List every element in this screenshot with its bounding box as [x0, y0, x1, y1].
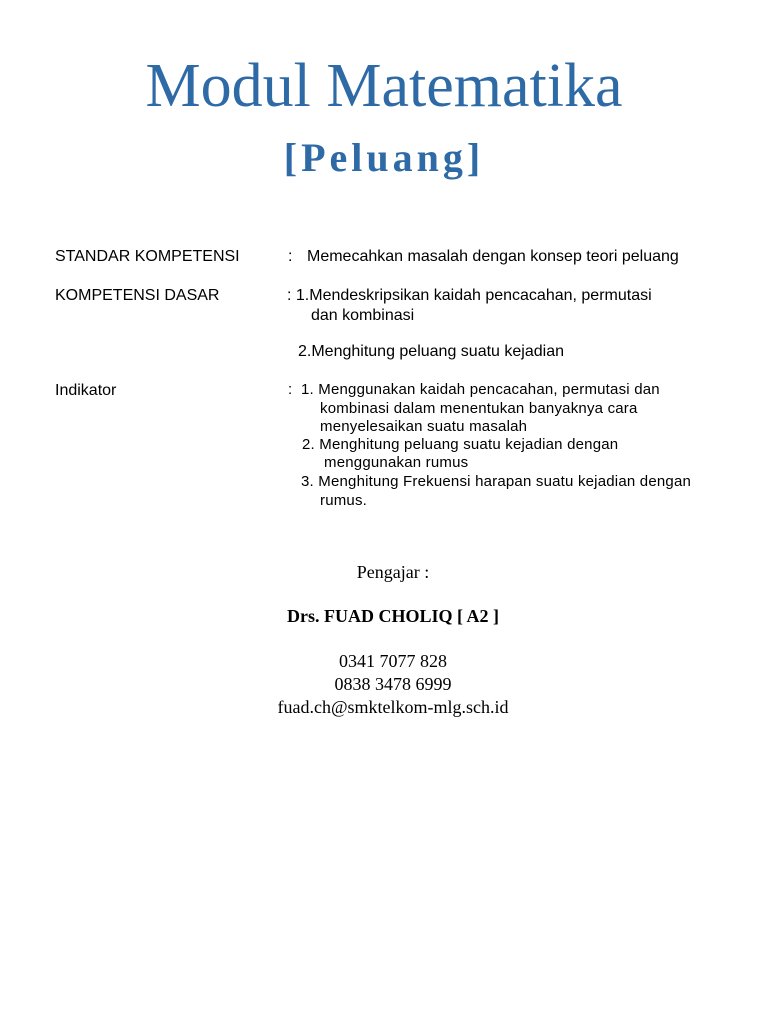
indikator-item-1: 1. Menggunakan kaidah pencacahan, permutasi dan	[301, 381, 660, 398]
indikator-item-1-line-3: menyelesaikan suatu masalah	[320, 418, 528, 435]
indikator-item-2: 2. Menghitung peluang suatu kejadian dengan	[302, 435, 619, 453]
document-title: Modul Matematika	[145, 52, 623, 120]
author-phone-1: 0341 7077 828	[339, 651, 447, 671]
indikator-item-1-line-2: kombinasi dalam menentukan banyaknya cara	[320, 399, 638, 417]
standar-kompetensi-label: STANDAR KOMPETENSI	[55, 248, 240, 265]
indikator-item-3-line-2: rumus.	[320, 491, 368, 509]
standar-kompetensi-separator: :	[288, 248, 293, 265]
indikator-item-2-line-2: menggunakan rumus	[324, 454, 469, 471]
standar-kompetensi-text: Memecahkan masalah dengan konsep teori peluang	[307, 248, 679, 265]
indikator-item-3: 3. Menghitung Frekuensi harapan suatu kejadian dengan	[301, 473, 692, 490]
author-email: fuad.ch@smktelkom-mlg.sch.id	[277, 697, 509, 717]
author-name: Drs. FUAD CHOLIQ [ A2 ]	[287, 606, 499, 626]
document-subtitle: [Peluang]	[283, 135, 485, 180]
pengajar-label: Pengajar :	[356, 562, 430, 582]
author-phone-2: 0838 3478 6999	[334, 674, 452, 694]
kompetensi-dasar-label: KOMPETENSI DASAR	[55, 287, 220, 304]
indikator-separator: :	[288, 381, 293, 398]
kompetensi-dasar-item-1-continuation: dan kombinasi	[311, 307, 415, 324]
kompetensi-dasar-item-2: 2.Menghitung peluang suatu kejadian	[298, 343, 564, 360]
indikator-label: Indikator	[55, 382, 117, 399]
kompetensi-dasar-item-1: : 1.Mendeskripsikan kaidah pencacahan, permutasi	[287, 287, 652, 304]
